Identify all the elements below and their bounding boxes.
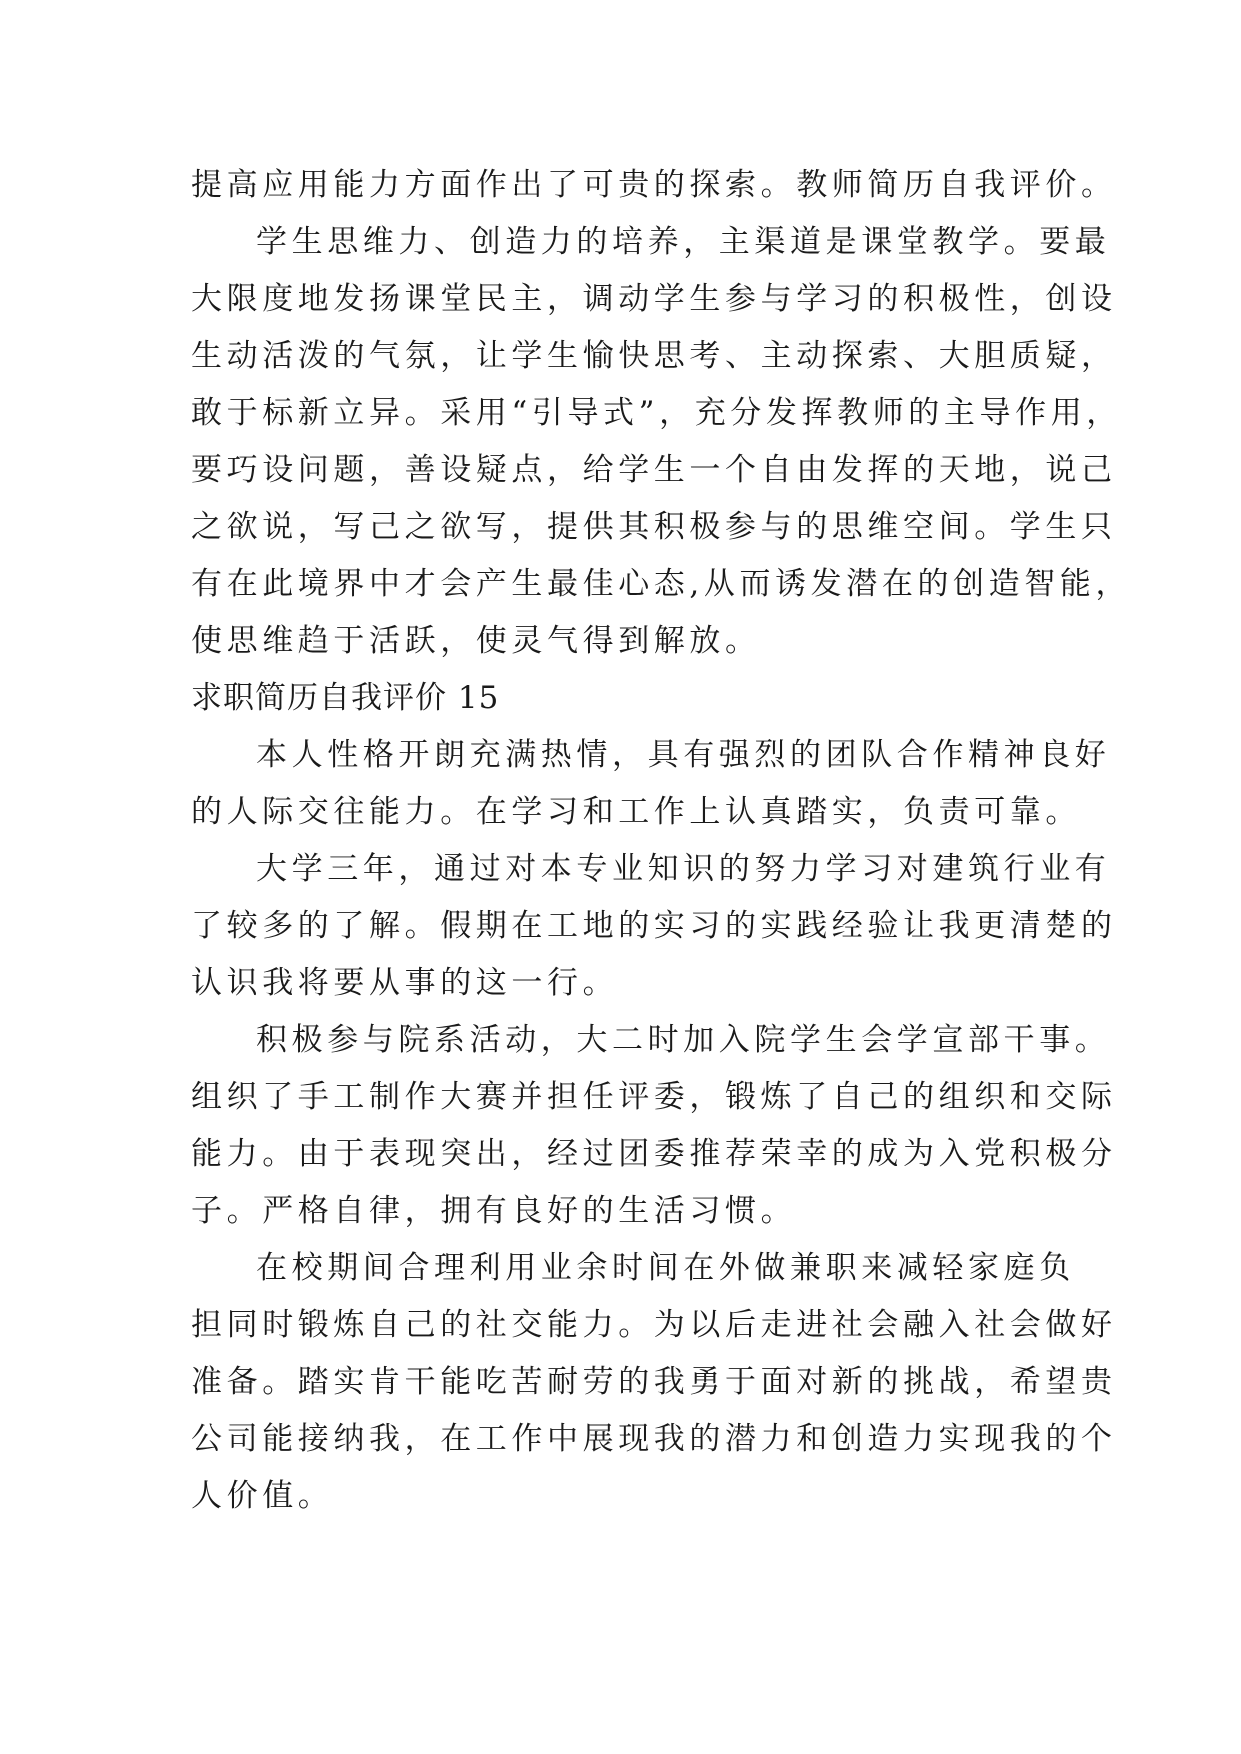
- text-line: 敢于标新立异。采用“引导式”，充分发挥教师的主导作用，: [191, 395, 1122, 431]
- paragraph-start: 在校期间合理利用业余时间在外做兼职来减轻家庭负: [256, 1250, 1075, 1286]
- paragraph-start: 学生思维力、创造力的培养，主渠道是课堂教学。要最: [256, 224, 1111, 260]
- text-line: 提高应用能力方面作出了可贵的探索。教师简历自我评价。: [191, 167, 1117, 203]
- paragraph-start: 本人性格开朗充满热情，具有强烈的团队合作精神良好: [256, 737, 1111, 773]
- text-line: 使思维趋于活跃，使灵气得到解放。: [191, 623, 761, 659]
- text-line: 大限度地发扬课堂民主，调动学生参与学习的积极性，创设: [191, 281, 1117, 317]
- text-line: 能力。由于表现突出，经过团委推荐荣幸的成为入党积极分: [191, 1136, 1117, 1172]
- text-line: 组织了手工制作大赛并担任评委，锻炼了自己的组织和交际: [191, 1079, 1117, 1115]
- text-line: 子。严格自律，拥有良好的生活习惯。: [191, 1193, 797, 1229]
- text-line: 准备。踏实肯干能吃苦耐劳的我勇于面对新的挑战，希望贵: [191, 1364, 1117, 1400]
- text-line: 的人际交往能力。在学习和工作上认真踏实，负责可靠。: [191, 794, 1081, 830]
- text-line: 人价值。: [191, 1478, 334, 1514]
- text-line: 要巧设问题，善设疑点，给学生一个自由发挥的天地，说己: [191, 452, 1117, 488]
- text-line: 生动活泼的气氛，让学生愉快思考、主动探索、大胆质疑，: [191, 338, 1117, 374]
- document-page: [191, 157, 1132, 1525]
- text-line: 公司能接纳我，在工作中展现我的潜力和创造力实现我的个: [191, 1421, 1117, 1457]
- paragraph-start: 大学三年，通过对本专业知识的努力学习对建筑行业有: [256, 851, 1111, 887]
- text-line: 有在此境界中才会产生最佳心态,从而诱发潜在的创造智能，: [191, 566, 1132, 602]
- text-line: 了较多的了解。假期在工地的实习的实践经验让我更清楚的: [191, 908, 1117, 944]
- text-line: 认识我将要从事的这一行。: [191, 965, 619, 1001]
- text-line: 之欲说，写己之欲写，提供其积极参与的思维空间。学生只: [191, 509, 1117, 545]
- paragraph-start: 积极参与院系活动，大二时加入院学生会学宣部干事。: [256, 1022, 1111, 1058]
- section-heading: 求职简历自我评价 15: [191, 680, 500, 716]
- text-line: 担同时锻炼自己的社交能力。为以后走进社会融入社会做好: [191, 1307, 1117, 1343]
